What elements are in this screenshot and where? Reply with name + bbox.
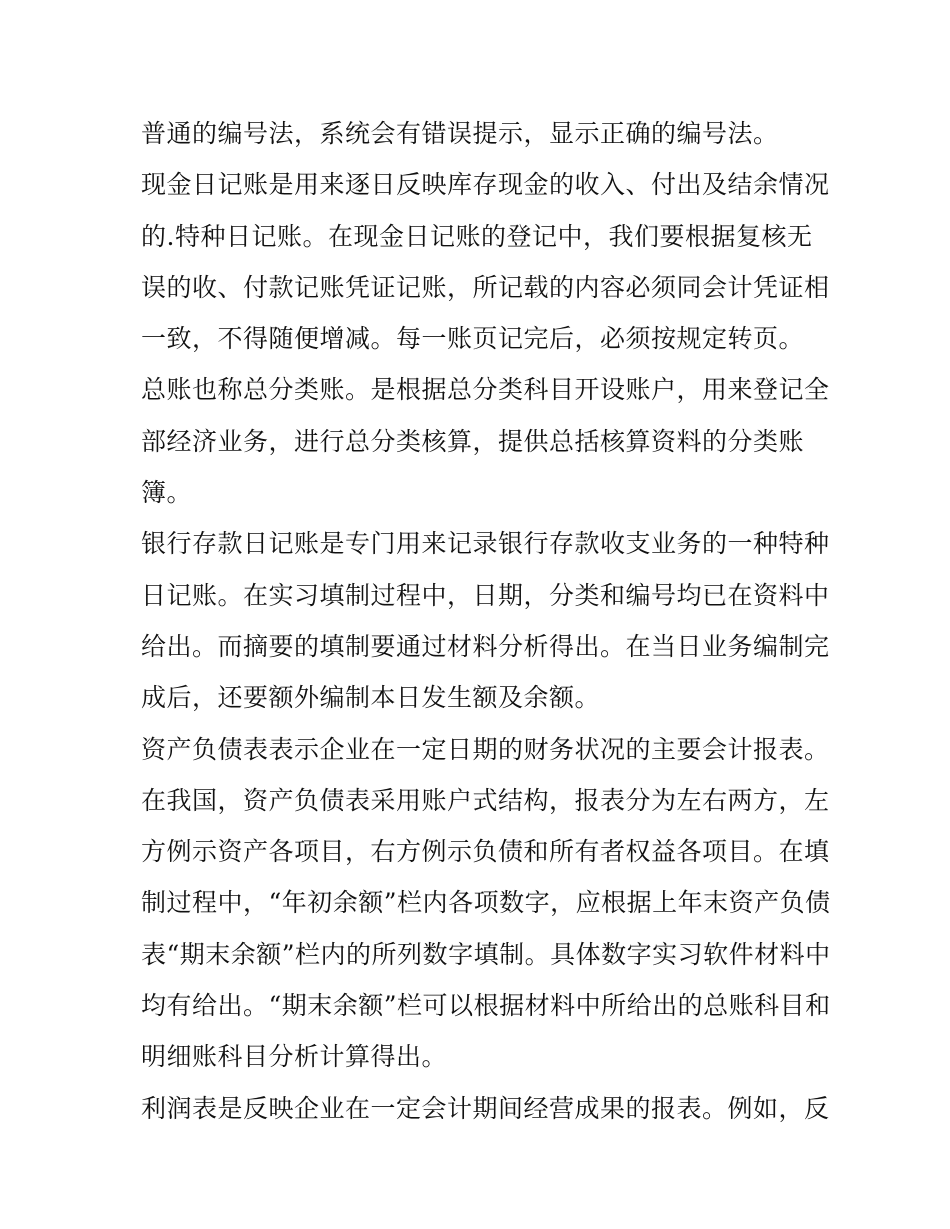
text-line: 簿。: [141, 478, 193, 508]
text-line: 总账也称总分类账。是根据总分类科目开设账户，用来登记全: [141, 375, 830, 405]
text-line: 部经济业务，进行总分类核算，提供总括核算资料的分类账: [141, 426, 805, 456]
text-line: 现金日记账是用来逐日反映库存现金的收入、付出及结余情况: [141, 170, 830, 200]
text-line: 明细账科目分析计算得出。: [141, 1042, 448, 1072]
text-line: 均有给出。“期末余额”栏可以根据材料中所给出的总账科目和: [141, 991, 831, 1021]
text-line: 利润表是反映企业在一定会计期间经营成果的报表。例如，反: [141, 1093, 830, 1123]
text-line: 普通的编号法，系统会有错误提示，显示正确的编号法。: [141, 119, 779, 148]
text-line: 方例示资产各项目，右方例示负债和所有者权益各项目。在填: [141, 837, 830, 867]
text-line: 一致，不得随便增减。每一账页记完后，必须按规定转页。: [141, 324, 805, 354]
text-line: 成后，还要额外编制本日发生额及余额。: [141, 683, 601, 713]
text-line: 资产负债表表示企业在一定日期的财务状况的主要会计报表。: [141, 734, 830, 764]
text-line: 给出。而摘要的填制要通过材料分析得出。在当日业务编制完: [141, 631, 830, 661]
text-line: 银行存款日记账是专门用来记录银行存款收支业务的一种特种: [141, 529, 830, 559]
text-line: 日记账。在实习填制过程中，日期，分类和编号均已在资料中: [141, 580, 830, 610]
text-line: 在我国，资产负债表采用账户式结构，报表分为左右两方，左: [141, 785, 830, 815]
text-line: 误的收、付款记账凭证记账，所记载的内容必须同会计凭证相: [141, 272, 830, 302]
text-line: 的.特种日记账。在现金日记账的登记中，我们要根据复核无: [141, 221, 813, 251]
text-line: 制过程中，“年初余额”栏内各项数字，应根据上年末资产负债: [141, 888, 831, 918]
text-line: 表“期末余额”栏内的所列数字填制。具体数字实习软件材料中: [141, 939, 831, 969]
body-text: [141, 108, 831, 1134]
